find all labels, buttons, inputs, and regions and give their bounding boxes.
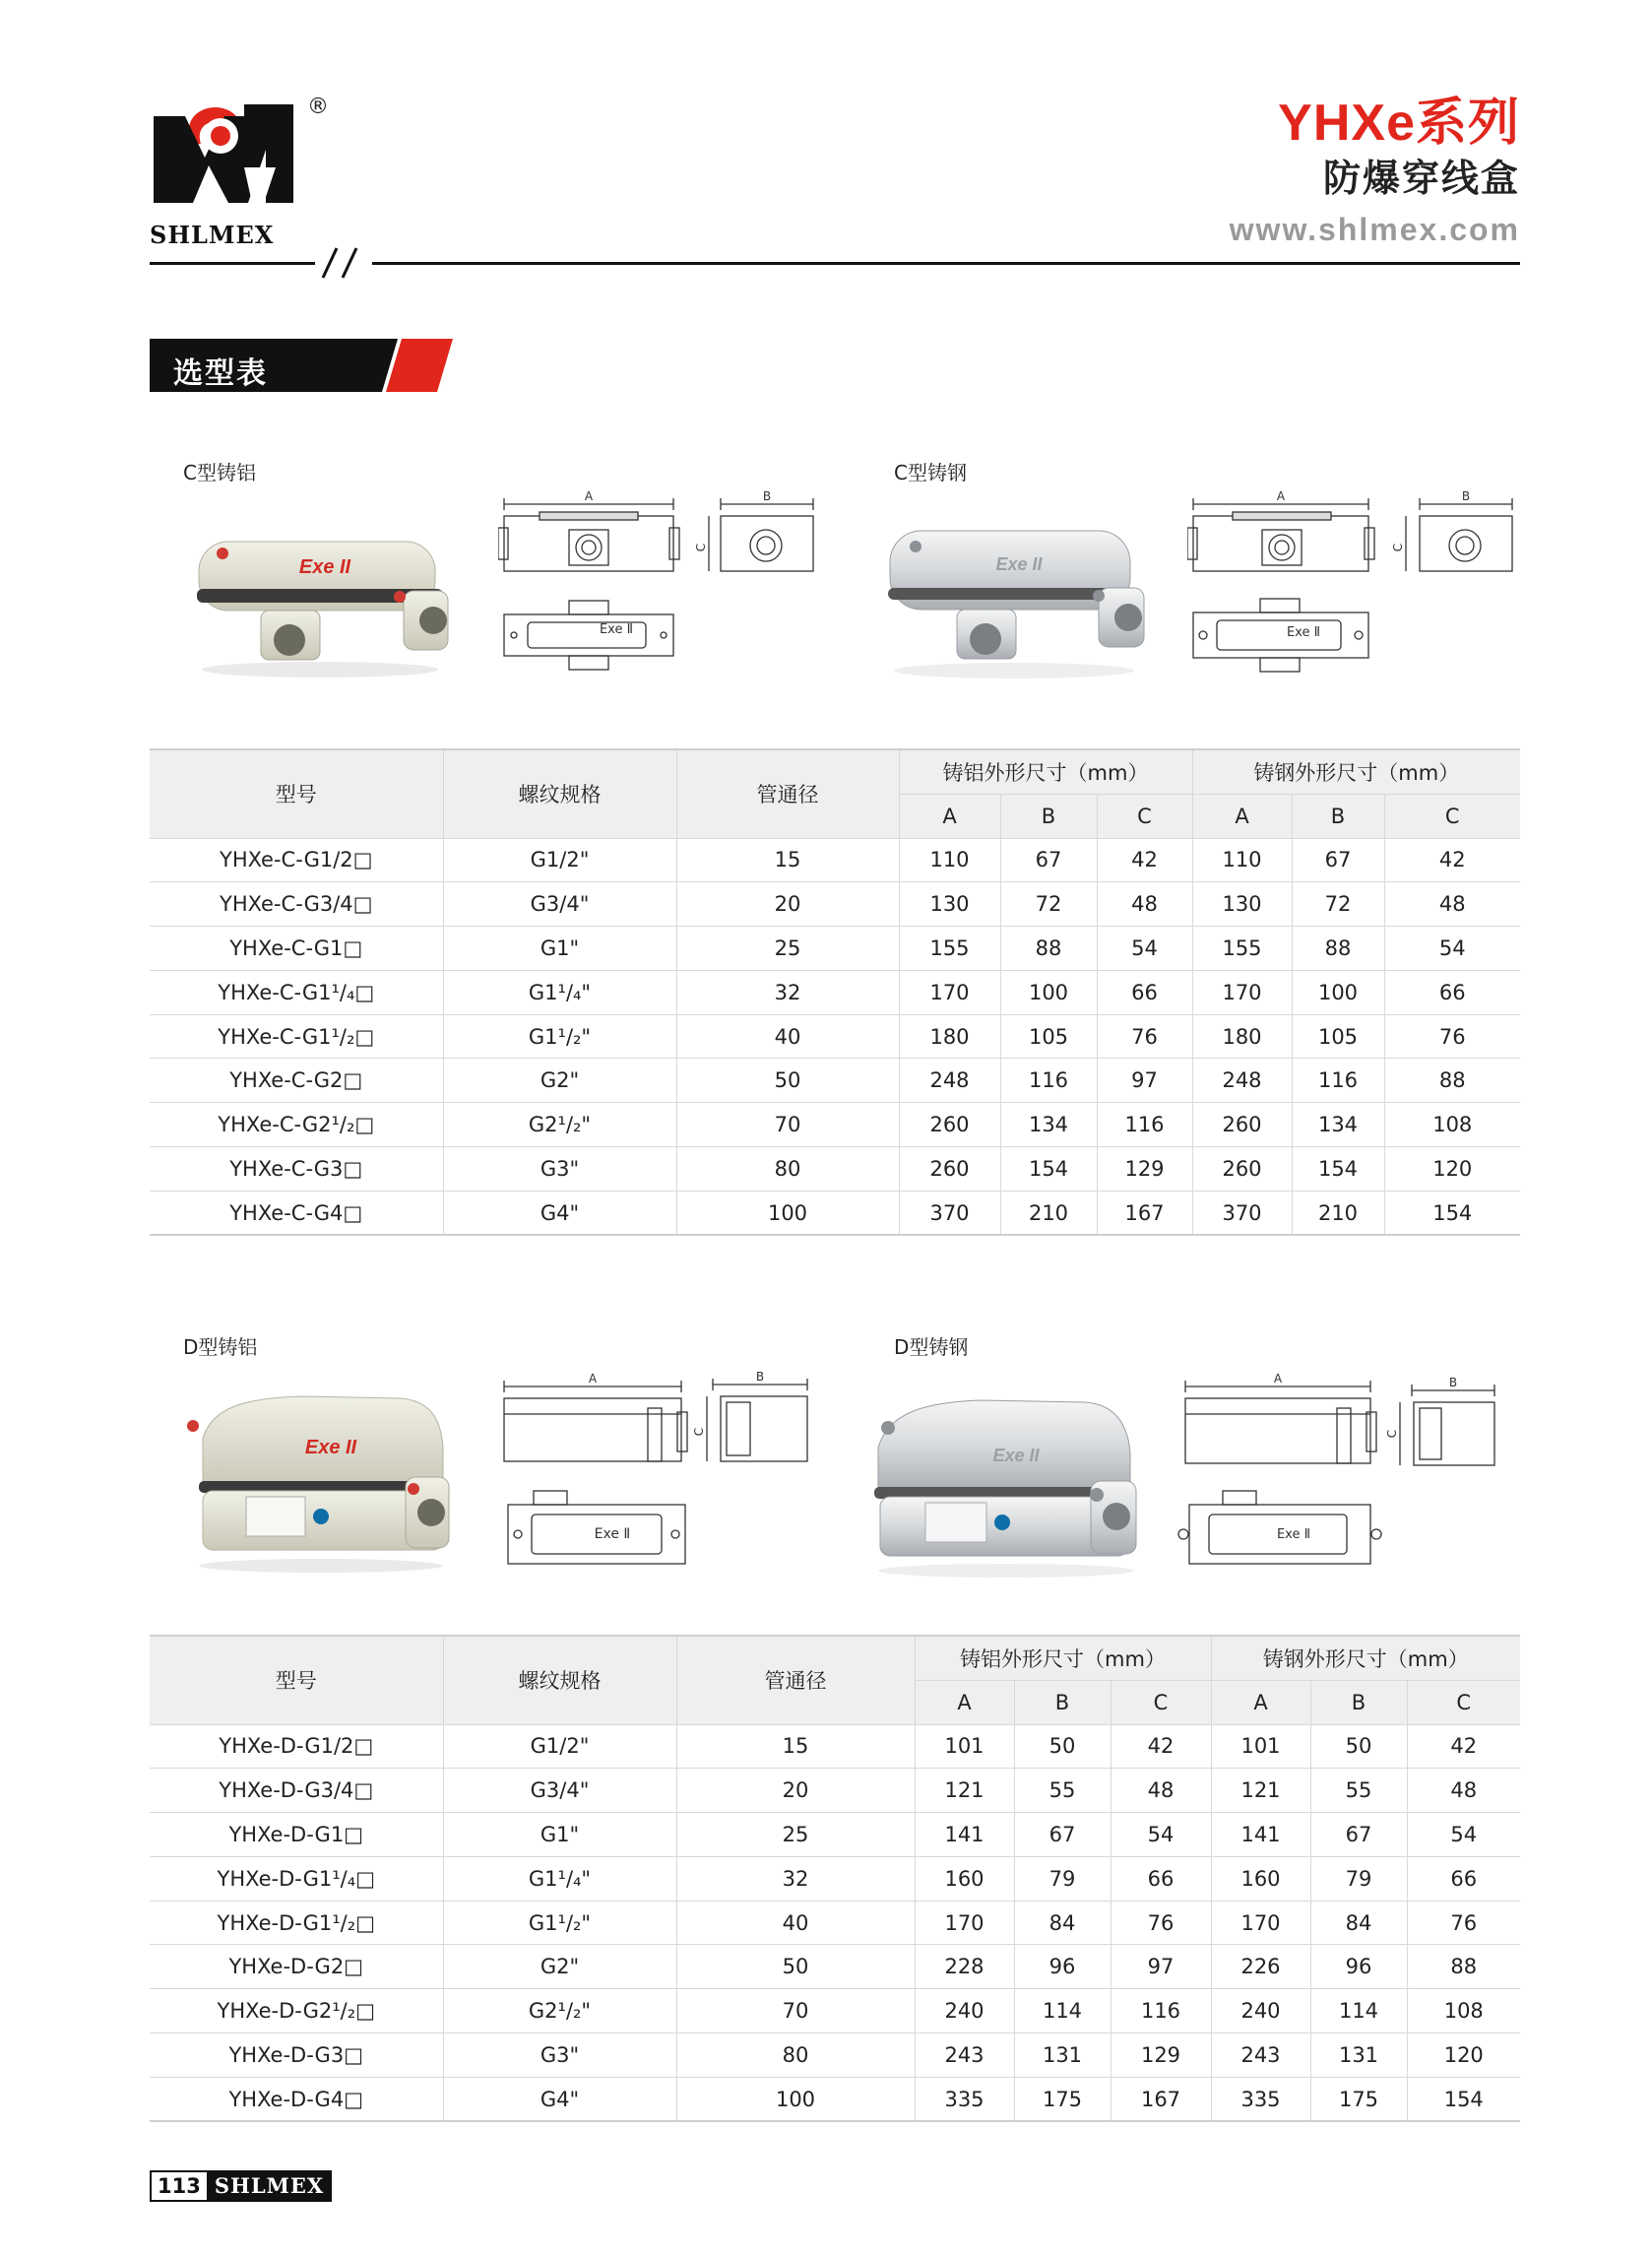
cell-thread: G2¹/₂" [443, 1989, 676, 2033]
cell-st-c: 88 [1384, 1059, 1520, 1103]
cell-st-c: 76 [1384, 1014, 1520, 1059]
c-aluminum-marking: Exe II [298, 556, 351, 578]
cell-al-a: 130 [899, 882, 1000, 927]
website-link[interactable]: www.shlmex.com [1229, 212, 1520, 247]
cell-thread: G1/2" [443, 838, 676, 882]
c-al-drawing-marking: Exe Ⅱ [599, 622, 634, 637]
cell-al-c: 76 [1111, 1901, 1211, 1945]
cell-pipe: 32 [676, 970, 899, 1014]
cell-al-c: 167 [1097, 1191, 1192, 1235]
cell-al-b: 175 [1014, 2077, 1111, 2121]
cell-st-a: 170 [1192, 970, 1292, 1014]
table-row [150, 882, 1520, 927]
cell-st-b: 114 [1310, 1989, 1407, 2033]
cell-al-c: 48 [1111, 1769, 1211, 1813]
cell-st-c: 108 [1407, 1989, 1520, 2033]
cell-al-c: 48 [1097, 882, 1192, 927]
header-aluminum-group: 铸铝外形尺寸（mm） [915, 1636, 1211, 1680]
cell-al-c: 42 [1097, 838, 1192, 882]
cell-model: YHXe-D-G3/4□ [150, 1769, 443, 1813]
cell-al-b: 210 [1000, 1191, 1097, 1235]
c-type-spec-table [150, 748, 1520, 1236]
table-row [150, 1901, 1520, 1945]
cell-al-b: 72 [1000, 882, 1097, 927]
cell-thread: G1¹/₄" [443, 970, 676, 1014]
cell-al-a: 160 [915, 1856, 1014, 1901]
cell-model: YHXe-D-G2¹/₂□ [150, 1989, 443, 2033]
cell-al-a: 335 [915, 2077, 1014, 2121]
cell-thread: G3" [443, 1147, 676, 1192]
c-aluminum-label: C型铸铝 [183, 461, 256, 484]
header-st-a: A [1192, 794, 1292, 838]
table-row [150, 927, 1520, 971]
cell-st-a: 130 [1192, 882, 1292, 927]
header-al-b: B [1000, 794, 1097, 838]
header-st-c: C [1384, 794, 1520, 838]
header-st-b: B [1292, 794, 1384, 838]
logo-text: SHLMEX [150, 221, 275, 249]
cell-al-a: 260 [899, 1103, 1000, 1147]
section-banner [150, 339, 453, 392]
cell-thread: G3" [443, 2033, 676, 2078]
cell-st-a: 240 [1211, 1989, 1310, 2033]
cell-al-a: 101 [915, 1724, 1014, 1769]
header-st-c: C [1407, 1680, 1520, 1724]
header-st-b: B [1310, 1680, 1407, 1724]
d-steel-marking: Exe II [992, 1446, 1040, 1465]
cell-st-a: 155 [1192, 927, 1292, 971]
header-rule [372, 262, 1520, 265]
cell-st-c: 108 [1384, 1103, 1520, 1147]
cell-st-b: 72 [1292, 882, 1384, 927]
cell-st-c: 154 [1384, 1191, 1520, 1235]
cell-al-b: 67 [1014, 1813, 1111, 1857]
cell-thread: G1" [443, 927, 676, 971]
header-model: 型号 [150, 1636, 443, 1724]
cell-model: YHXe-C-G1/2□ [150, 838, 443, 882]
cell-st-b: 131 [1310, 2033, 1407, 2078]
cell-st-b: 88 [1292, 927, 1384, 971]
table-row [150, 970, 1520, 1014]
table-row [150, 2033, 1520, 2078]
cell-pipe: 50 [676, 1945, 915, 1989]
cell-pipe: 20 [676, 1769, 915, 1813]
registered-mark: ® [307, 95, 329, 119]
cell-pipe: 25 [676, 927, 899, 971]
cell-st-c: 154 [1407, 2077, 1520, 2121]
cell-st-c: 76 [1407, 1901, 1520, 1945]
cell-st-b: 79 [1310, 1856, 1407, 1901]
c-steel-label: C型铸钢 [894, 461, 967, 484]
d-st-drawing-marking: Exe Ⅱ [1276, 1527, 1311, 1542]
cell-st-b: 134 [1292, 1103, 1384, 1147]
table-row [150, 1059, 1520, 1103]
brand-logo [150, 95, 329, 249]
header-aluminum-group: 铸铝外形尺寸（mm） [899, 749, 1192, 794]
cell-model: YHXe-C-G1¹/₂□ [150, 1014, 443, 1059]
logo-mark-icon [150, 97, 297, 213]
cell-al-c: 129 [1111, 2033, 1211, 2078]
cell-thread: G3/4" [443, 1769, 676, 1813]
header-pipe: 管通径 [676, 1636, 915, 1724]
table-row [150, 1191, 1520, 1235]
cell-al-b: 100 [1000, 970, 1097, 1014]
c-aluminum-photo [187, 512, 453, 679]
cell-thread: G2¹/₂" [443, 1103, 676, 1147]
header-al-b: B [1014, 1680, 1111, 1724]
header-st-a: A [1211, 1680, 1310, 1724]
cell-model: YHXe-D-G1¹/₂□ [150, 1901, 443, 1945]
table-row [150, 1147, 1520, 1192]
header-steel-group: 铸钢外形尺寸（mm） [1211, 1636, 1520, 1680]
cell-pipe: 100 [676, 1191, 899, 1235]
header-al-a: A [899, 794, 1000, 838]
cell-al-c: 167 [1111, 2077, 1211, 2121]
cell-al-b: 96 [1014, 1945, 1111, 1989]
table-row [150, 1813, 1520, 1857]
cell-st-c: 66 [1407, 1856, 1520, 1901]
c-st-drawing-marking: Exe Ⅱ [1286, 625, 1321, 640]
cell-pipe: 80 [676, 2033, 915, 2078]
cell-st-b: 210 [1292, 1191, 1384, 1235]
header-al-a: A [915, 1680, 1014, 1724]
cell-pipe: 50 [676, 1059, 899, 1103]
cell-pipe: 32 [676, 1856, 915, 1901]
d-al-dim-c: C [692, 1427, 706, 1437]
cell-al-b: 131 [1014, 2033, 1111, 2078]
c-steel-drawing [1187, 488, 1522, 695]
cell-al-a: 243 [915, 2033, 1014, 2078]
cell-al-b: 79 [1014, 1856, 1111, 1901]
header-rule-left [150, 262, 315, 265]
cell-st-c: 88 [1407, 1945, 1520, 1989]
cell-st-b: 55 [1310, 1769, 1407, 1813]
cell-al-a: 170 [899, 970, 1000, 1014]
cell-st-c: 120 [1384, 1147, 1520, 1192]
table-row [150, 2077, 1520, 2121]
cell-st-a: 141 [1211, 1813, 1310, 1857]
cell-thread: G2" [443, 1945, 676, 1989]
c-al-dim-a: A [584, 489, 594, 503]
cell-st-b: 67 [1310, 1813, 1407, 1857]
cell-st-a: 335 [1211, 2077, 1310, 2121]
cell-thread: G4" [443, 2077, 676, 2121]
cell-pipe: 100 [676, 2077, 915, 2121]
cell-al-c: 129 [1097, 1147, 1192, 1192]
table-row [150, 1989, 1520, 2033]
cell-st-b: 100 [1292, 970, 1384, 1014]
cell-model: YHXe-D-G1□ [150, 1813, 443, 1857]
page-footer [150, 2170, 332, 2202]
header-pipe: 管通径 [676, 749, 899, 838]
cell-al-c: 54 [1111, 1813, 1211, 1857]
cell-al-b: 84 [1014, 1901, 1111, 1945]
d-al-dim-b: B [755, 1370, 765, 1384]
cell-model: YHXe-D-G4□ [150, 2077, 443, 2121]
c-steel-marking: Exe II [995, 554, 1043, 574]
cell-st-c: 42 [1407, 1724, 1520, 1769]
cell-al-a: 370 [899, 1191, 1000, 1235]
cell-pipe: 20 [676, 882, 899, 927]
cell-al-a: 240 [915, 1989, 1014, 2033]
c-al-dim-b: B [762, 489, 772, 503]
page-number: 113 [150, 2170, 207, 2202]
d-aluminum-marking: Exe II [304, 1437, 357, 1458]
cell-model: YHXe-C-G3□ [150, 1147, 443, 1192]
cell-pipe: 70 [676, 1103, 899, 1147]
d-al-dim-a: A [588, 1372, 598, 1386]
cell-thread: G1/2" [443, 1724, 676, 1769]
table-row [150, 1724, 1520, 1769]
d-type-spec-table [150, 1635, 1520, 2122]
cell-al-b: 116 [1000, 1059, 1097, 1103]
cell-thread: G4" [443, 1191, 676, 1235]
cell-thread: G1¹/₂" [443, 1014, 676, 1059]
cell-al-c: 66 [1097, 970, 1192, 1014]
cell-st-b: 50 [1310, 1724, 1407, 1769]
c-steel-photo [876, 507, 1152, 679]
cell-al-a: 248 [899, 1059, 1000, 1103]
d-aluminum-drawing [494, 1369, 819, 1585]
c-al-dim-c: C [694, 543, 708, 552]
d-st-dim-a: A [1273, 1372, 1283, 1386]
cell-model: YHXe-C-G2□ [150, 1059, 443, 1103]
d-aluminum-photo [183, 1379, 459, 1576]
cell-st-a: 121 [1211, 1769, 1310, 1813]
cell-st-b: 175 [1310, 2077, 1407, 2121]
cell-pipe: 40 [676, 1901, 915, 1945]
cell-al-c: 54 [1097, 927, 1192, 971]
cell-model: YHXe-C-G3/4□ [150, 882, 443, 927]
cell-model: YHXe-C-G1¹/₄□ [150, 970, 443, 1014]
cell-st-a: 170 [1211, 1901, 1310, 1945]
cell-pipe: 15 [676, 1724, 915, 1769]
header-al-c: C [1111, 1680, 1211, 1724]
header-steel-group: 铸钢外形尺寸（mm） [1192, 749, 1520, 794]
d-al-drawing-marking: Exe Ⅱ [594, 1526, 631, 1542]
cell-al-a: 110 [899, 838, 1000, 882]
d-aluminum-label: D型铸铝 [183, 1335, 258, 1359]
d-steel-label: D型铸钢 [894, 1335, 969, 1359]
cell-pipe: 15 [676, 838, 899, 882]
cell-st-c: 66 [1384, 970, 1520, 1014]
cell-st-b: 116 [1292, 1059, 1384, 1103]
table-row [150, 1945, 1520, 1989]
cell-al-a: 180 [899, 1014, 1000, 1059]
header-slash-decoration [313, 244, 372, 280]
cell-st-a: 226 [1211, 1945, 1310, 1989]
series-title: YHXe系列 [1278, 95, 1520, 152]
cell-st-c: 54 [1407, 1813, 1520, 1857]
cell-st-a: 260 [1192, 1103, 1292, 1147]
cell-st-a: 110 [1192, 838, 1292, 882]
cell-thread: G1¹/₂" [443, 1901, 676, 1945]
table-row [150, 838, 1520, 882]
table-row [150, 1014, 1520, 1059]
cell-st-c: 48 [1407, 1769, 1520, 1813]
header-thread: 螺纹规格 [443, 749, 676, 838]
cell-pipe: 40 [676, 1014, 899, 1059]
cell-model: YHXe-C-G4□ [150, 1191, 443, 1235]
table-row [150, 1856, 1520, 1901]
cell-al-b: 114 [1014, 1989, 1111, 2033]
cell-st-a: 243 [1211, 2033, 1310, 2078]
cell-pipe: 80 [676, 1147, 899, 1192]
cell-al-c: 76 [1097, 1014, 1192, 1059]
cell-al-c: 97 [1097, 1059, 1192, 1103]
cell-al-a: 228 [915, 1945, 1014, 1989]
cell-st-c: 48 [1384, 882, 1520, 927]
cell-pipe: 25 [676, 1813, 915, 1857]
cell-thread: G1" [443, 1813, 676, 1857]
cell-st-a: 370 [1192, 1191, 1292, 1235]
cell-thread: G1¹/₄" [443, 1856, 676, 1901]
cell-al-b: 67 [1000, 838, 1097, 882]
cell-al-b: 154 [1000, 1147, 1097, 1192]
cell-st-a: 260 [1192, 1147, 1292, 1192]
cell-st-c: 42 [1384, 838, 1520, 882]
c-st-dim-c: C [1391, 543, 1405, 552]
cell-al-c: 97 [1111, 1945, 1211, 1989]
cell-st-a: 180 [1192, 1014, 1292, 1059]
cell-st-a: 160 [1211, 1856, 1310, 1901]
cell-st-b: 105 [1292, 1014, 1384, 1059]
header-thread: 螺纹规格 [443, 1636, 676, 1724]
cell-al-c: 116 [1111, 1989, 1211, 2033]
cell-st-a: 101 [1211, 1724, 1310, 1769]
cell-al-b: 55 [1014, 1769, 1111, 1813]
cell-st-b: 154 [1292, 1147, 1384, 1192]
c-st-dim-b: B [1461, 489, 1471, 503]
cell-model: YHXe-D-G1/2□ [150, 1724, 443, 1769]
table-row [150, 1769, 1520, 1813]
cell-al-a: 141 [915, 1813, 1014, 1857]
cell-st-b: 84 [1310, 1901, 1407, 1945]
table-row [150, 1103, 1520, 1147]
cell-pipe: 70 [676, 1989, 915, 2033]
d-st-dim-b: B [1448, 1376, 1458, 1389]
section-title: 选型表 [173, 356, 268, 391]
cell-al-a: 121 [915, 1769, 1014, 1813]
product-name: 防爆穿线盒 [1322, 157, 1520, 200]
d-st-dim-c: C [1385, 1429, 1399, 1439]
d-steel-photo [858, 1379, 1154, 1580]
cell-al-a: 260 [899, 1147, 1000, 1192]
cell-model: YHXe-D-G1¹/₄□ [150, 1856, 443, 1901]
cell-al-c: 42 [1111, 1724, 1211, 1769]
cell-model: YHXe-C-G2¹/₂□ [150, 1103, 443, 1147]
cell-al-c: 66 [1111, 1856, 1211, 1901]
cell-thread: G2" [443, 1059, 676, 1103]
cell-al-b: 105 [1000, 1014, 1097, 1059]
cell-al-a: 155 [899, 927, 1000, 971]
cell-al-b: 50 [1014, 1724, 1111, 1769]
cell-al-c: 116 [1097, 1103, 1192, 1147]
cell-al-b: 88 [1000, 927, 1097, 971]
cell-st-b: 67 [1292, 838, 1384, 882]
cell-model: YHXe-D-G3□ [150, 2033, 443, 2078]
cell-al-b: 134 [1000, 1103, 1097, 1147]
cell-st-c: 54 [1384, 927, 1520, 971]
header-al-c: C [1097, 794, 1192, 838]
cell-model: YHXe-C-G1□ [150, 927, 443, 971]
cell-st-c: 120 [1407, 2033, 1520, 2078]
c-aluminum-drawing [498, 488, 823, 695]
c-st-dim-a: A [1276, 489, 1286, 503]
cell-st-b: 96 [1310, 1945, 1407, 1989]
cell-st-a: 248 [1192, 1059, 1292, 1103]
header-model: 型号 [150, 749, 443, 838]
cell-thread: G3/4" [443, 882, 676, 927]
footer-brand: SHLMEX [207, 2170, 332, 2202]
cell-al-a: 170 [915, 1901, 1014, 1945]
d-steel-drawing [1177, 1369, 1502, 1585]
cell-model: YHXe-D-G2□ [150, 1945, 443, 1989]
